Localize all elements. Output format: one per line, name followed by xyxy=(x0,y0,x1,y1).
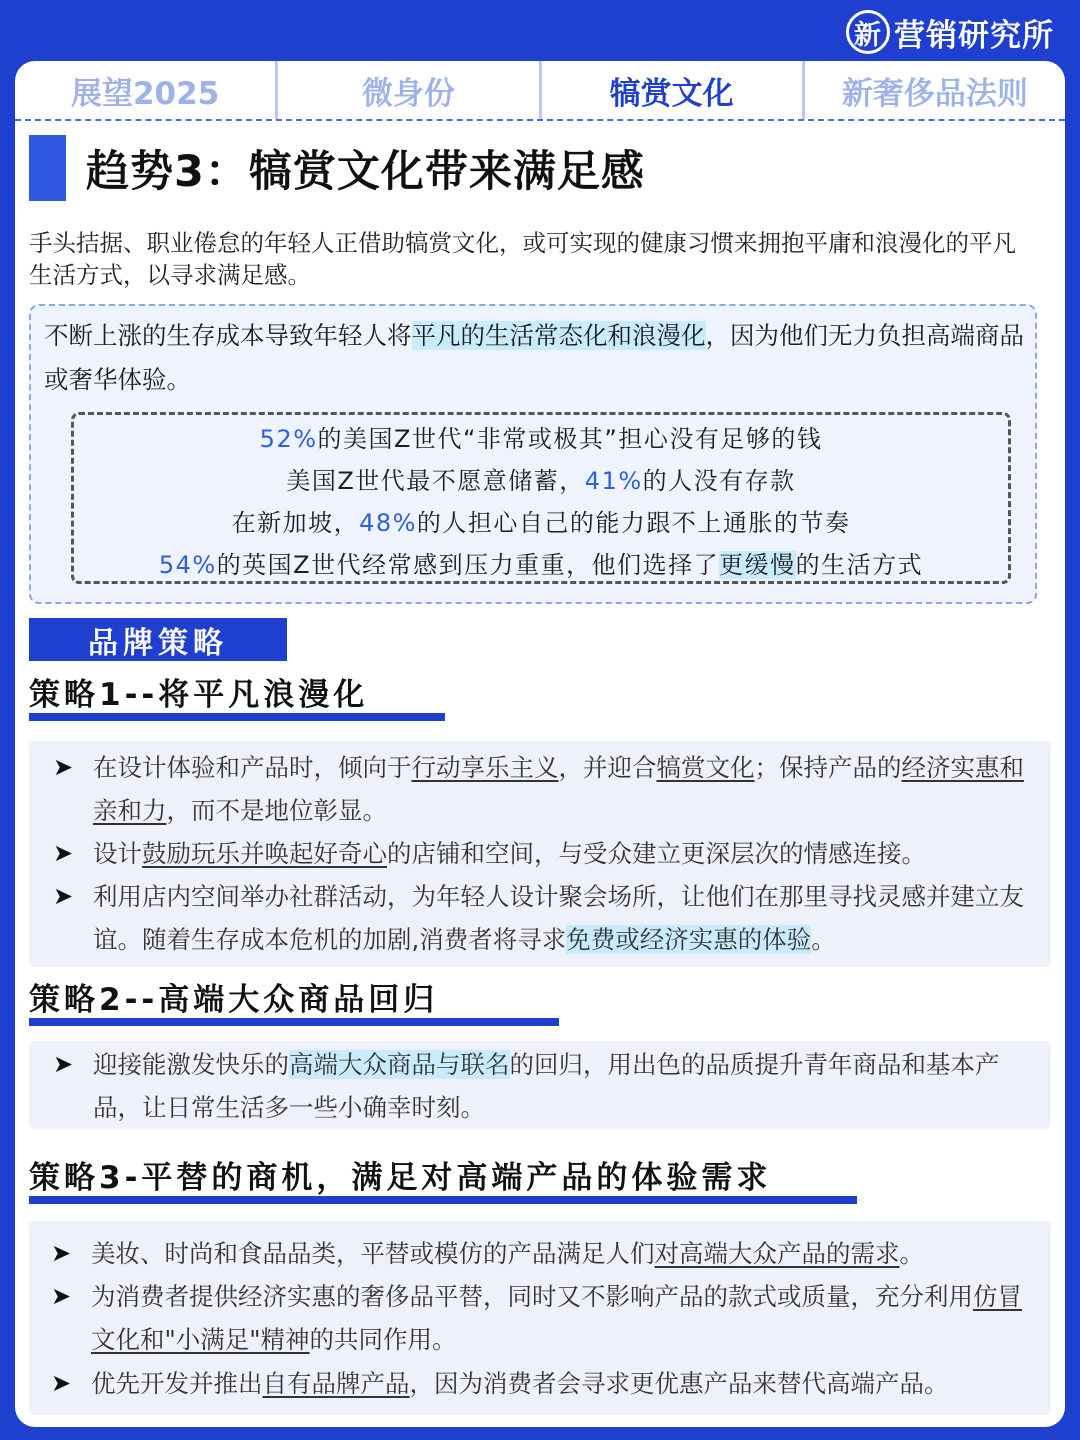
bullet-arrow-icon: ➤ xyxy=(53,753,74,781)
item-text: 利用店内空间举办社群活动，为年轻人设计聚会场所，让他们在那里寻找灵感并建立友谊。随着生存成本危机的加剧,消费者将寻求 xyxy=(93,882,1024,954)
bullet-arrow-icon: ➤ xyxy=(53,839,74,867)
content-card xyxy=(15,61,1065,1427)
item-text: ；保持产品的 xyxy=(754,753,902,782)
context-text xyxy=(44,314,1034,402)
item-highlight: 高端大众商品与联名 xyxy=(289,1050,510,1079)
bullet-arrow-icon: ➤ xyxy=(51,1239,72,1267)
tab-reward-culture[interactable]: 犒赏文化 xyxy=(542,61,805,119)
context-box xyxy=(29,304,1037,604)
list-item xyxy=(53,746,1037,832)
strategy3-title: 策略3-平替的商机，满足对高端产品的体验需求 xyxy=(29,1160,772,1196)
item-highlight: 免费或经济实惠的体验 xyxy=(566,925,812,954)
tab-micro-identity[interactable]: 微身份 xyxy=(278,61,541,119)
bullet-arrow-icon: ➤ xyxy=(51,1369,72,1397)
stat-number: 48% xyxy=(359,509,417,537)
item-text: ，因为消费者会寻求更优惠产品来替代高端产品。 xyxy=(409,1369,949,1398)
strategy1-box xyxy=(29,741,1051,967)
stat-text: 的生活方式 xyxy=(795,551,924,579)
strategy1-underline xyxy=(29,713,445,721)
stat-text: 的人担心自己的能力跟不上通胀的节奏 xyxy=(416,509,851,537)
list-item xyxy=(53,832,1037,875)
brand-name: 营销研究所 xyxy=(894,17,1054,54)
tab-new-luxury-rules[interactable]: 新奢侈品法则 xyxy=(841,75,1028,112)
stat-line xyxy=(74,461,1008,496)
item-text: 美妆、时尚和食品品类，平替或模仿的产品满足人们 xyxy=(91,1239,655,1268)
item-underline: 行动享乐主义 xyxy=(411,753,559,782)
context-text-part: ，因为他们无力负担高端商品或奢华体验。 xyxy=(44,321,1024,394)
brand-badge: 新 xyxy=(846,10,890,54)
intro-paragraph: 手头拮据、职业倦怠的年轻人正借助犒赏文化，或可实现的健康习惯来拥抱平庸和浪漫化的平凡生活方式，以寻求满足感。 xyxy=(29,229,1016,289)
tab-outlook-2025[interactable]: 展望2025 xyxy=(15,61,278,119)
item-text: 。 xyxy=(899,1239,924,1268)
stat-text: 的人没有存款 xyxy=(642,467,796,495)
item-text: 的回归，用出色的品质提升青年商品和基本产品，让日常生活多一些小确幸时刻。 xyxy=(93,1050,1000,1122)
list-item xyxy=(53,1043,1037,1129)
strategy2-underline xyxy=(29,1018,559,1026)
trend-heading xyxy=(29,135,645,201)
bullet-arrow-icon: ➤ xyxy=(53,1050,74,1078)
strategy2-title: 策略2--高端大众商品回归 xyxy=(29,982,439,1018)
strategy1-title: 策略1--将平凡浪漫化 xyxy=(29,677,369,713)
stat-number: 54% xyxy=(158,551,217,579)
stat-number: 41% xyxy=(584,467,643,495)
strategy3-box xyxy=(29,1221,1051,1415)
trend-title: 趋势3：犒赏文化带来满足感 xyxy=(86,146,645,197)
item-underline: 仿冒文化和"小满足"精神 xyxy=(91,1282,1022,1354)
item-text: 的共同作用。 xyxy=(309,1325,457,1354)
stat-line xyxy=(74,419,1008,454)
stat-line xyxy=(74,503,1008,538)
item-text: 的店铺和空间，与受众建立更深层次的情感连接。 xyxy=(387,839,926,868)
item-text: 。 xyxy=(811,925,836,954)
stat-text: 的美国Z世代“非常或极其”担心没有足够的钱 xyxy=(317,425,823,453)
item-underline: 犒赏文化 xyxy=(656,753,755,782)
list-item xyxy=(53,875,1037,961)
list-item xyxy=(51,1362,1045,1405)
item-text: ，并迎合 xyxy=(558,753,657,782)
item-text: 在设计体验和产品时，倾向于 xyxy=(93,753,412,782)
trend-accent-bar xyxy=(29,135,66,201)
strategy2-box xyxy=(29,1041,1051,1129)
item-text: 优先开发并推出 xyxy=(91,1369,263,1398)
stat-text: 的英国Z世代经常感到压力重重，他们选择了 xyxy=(216,551,720,579)
stats-box xyxy=(71,412,1011,584)
stat-text: 美国Z世代最不愿意储蓄， xyxy=(286,467,585,495)
brand-logo xyxy=(846,6,1054,58)
stat-number: 52% xyxy=(259,425,318,453)
bullet-arrow-icon: ➤ xyxy=(53,882,74,910)
context-text-part: 不断上涨的生存成本导致年轻人将 xyxy=(44,321,412,350)
item-underline: 经济实惠和亲和力 xyxy=(93,753,1024,825)
item-underline: 对高端大众产品的需求 xyxy=(654,1239,900,1268)
strategy3-underline xyxy=(29,1196,857,1204)
stat-highlight: 更缓慢 xyxy=(719,551,796,579)
item-underline: 自有品牌产品 xyxy=(262,1369,410,1398)
stat-line xyxy=(74,545,1008,580)
tab-bar xyxy=(15,61,1065,121)
stat-text: 在新加坡， xyxy=(231,509,360,537)
context-highlight: 平凡的生活常态化和浪漫化 xyxy=(411,321,706,350)
brand-strategy-label: 品牌策略 xyxy=(29,618,287,661)
item-text: 为消费者提供经济实惠的奢侈品平替，同时又不影响产品的款式或质量，充分利用 xyxy=(91,1282,973,1311)
item-text: 迎接能激发快乐的 xyxy=(93,1050,289,1079)
item-text: ，而不是地位彰显。 xyxy=(166,796,387,825)
list-item xyxy=(51,1232,1045,1275)
item-underline: 鼓励玩乐并唤起好奇心 xyxy=(142,839,387,868)
item-text: 设计 xyxy=(93,839,142,868)
list-item xyxy=(51,1275,1045,1361)
bullet-arrow-icon: ➤ xyxy=(51,1282,72,1310)
